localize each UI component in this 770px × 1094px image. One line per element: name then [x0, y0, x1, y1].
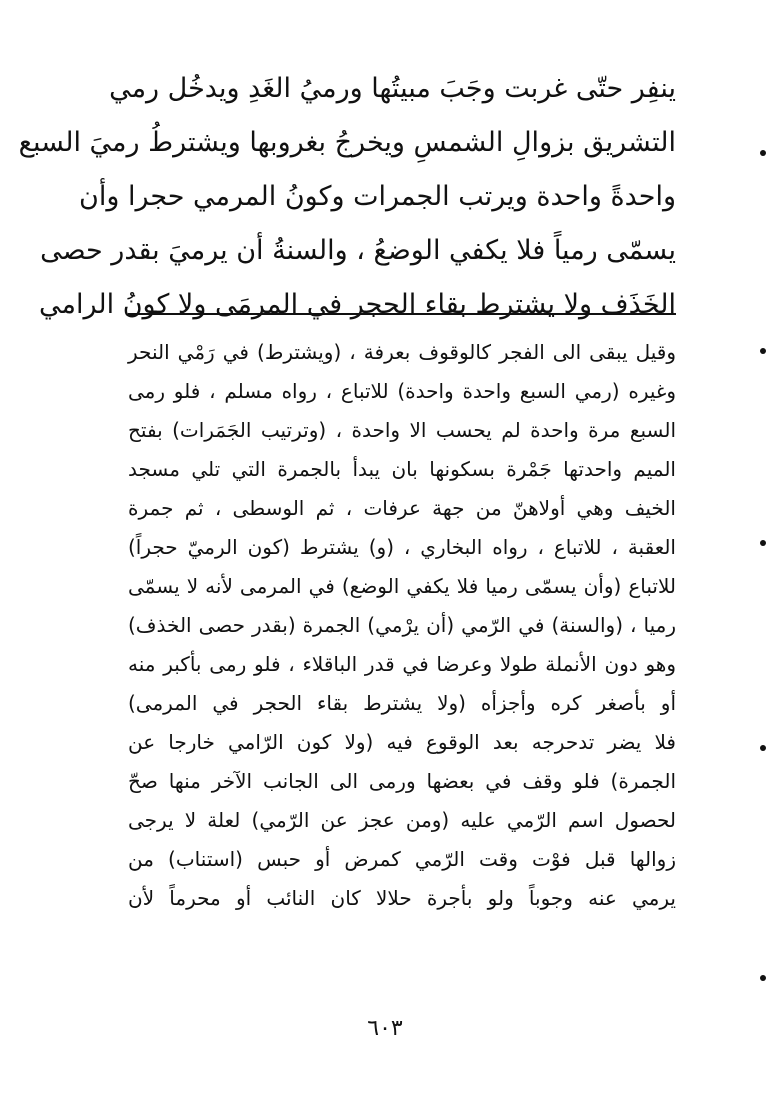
commentary-line: زوالها قبل فوْت وقت الرّمي كمرض أو حبس (استناب) من: [128, 847, 676, 871]
commentary-line: وغيره (رمي السبع واحدة واحدة) للاتباع ، رواه مسلم ، فلو رمى: [128, 379, 676, 403]
commentary-line: الميم واحدتها جَمْرة بسكونها بان يبدأ بالجمرة التي تلي مسجد: [128, 457, 676, 481]
margin-dot: [760, 150, 766, 156]
commentary-line: لحصول اسم الرّمي عليه (ومن عجز عن الرّمي) لعلة لا يرجى: [128, 808, 676, 832]
commentary-line: وهو دون الأنملة طولا وعرضا في قدر الباقلاء ، فلو رمى بأكبر منه: [128, 652, 676, 676]
commentary-block: [128, 333, 676, 918]
margin-dot: [760, 348, 766, 354]
main-text-line: واحدةً واحدة ويرتب الجمرات وكونُ المرمي حجرا وأن: [79, 181, 676, 212]
commentary-line: وقيل يبقى الى الفجر كالوقوف بعرفة ، (ويشترط) في رَمْي النحر: [128, 340, 676, 364]
commentary-line: يرمي عنه وجوباً ولو بأجرة حلالا كان النائب أو محرماً لأن: [128, 886, 676, 910]
main-text-block: [18, 62, 676, 332]
page-number: ٦٠٣: [367, 1016, 403, 1041]
margin-dot: [760, 745, 766, 751]
margin-dot: [760, 975, 766, 981]
section-divider: [128, 313, 676, 315]
main-text-line: ينفِر حتّى غربت وجَبَ مبيتُها ورميُ الغَدِ ويدخُل رمي: [109, 73, 676, 104]
main-text-line: الخَذَف ولا يشترط بقاء الحجر في المرمَى ولا كونُ الرامي: [39, 289, 676, 320]
main-text-line: التشريق بزوالِ الشمسِ ويخرجُ بغروبها ويشترطُ رميَ السبع: [18, 127, 676, 158]
commentary-line: الجمرة) فلو وقف في بعضها ورمى الى الجانب الآخر منها صحّ: [128, 769, 676, 793]
commentary-line: العقبة ، للاتباع ، رواه البخاري ، (و) يشترط (كون الرميّ حجراً): [128, 535, 676, 559]
main-text-line: يسمّى رمياً فلا يكفي الوضعُ ، والسنةُ أن يرميَ بقدر حصى: [40, 235, 676, 266]
commentary-line: فلا يضر تدحرجه بعد الوقوع فيه (ولا كون الرّامي خارجا عن: [128, 730, 676, 754]
margin-dot: [760, 540, 766, 546]
commentary-line: السبع مرة واحدة لم يحسب الا واحدة ، (وترتيب الجَمَرات) بفتح: [128, 418, 676, 442]
commentary-line: للاتباع (وأن يسمّى رميا فلا يكفي الوضع) في المرمى لأنه لا يسمّى: [128, 574, 676, 598]
commentary-line: أو بأصغر كره وأجزأه (ولا يشترط بقاء الحجر في المرمى): [128, 691, 676, 715]
commentary-line: الخيف وهي أولاهنّ من جهة عرفات ، ثم الوسطى ، ثم جمرة: [128, 496, 676, 520]
commentary-line: رميا ، (والسنة) في الرّمي (أن يرْمي) الجمرة (بقدر حصى الخذف): [128, 613, 676, 637]
